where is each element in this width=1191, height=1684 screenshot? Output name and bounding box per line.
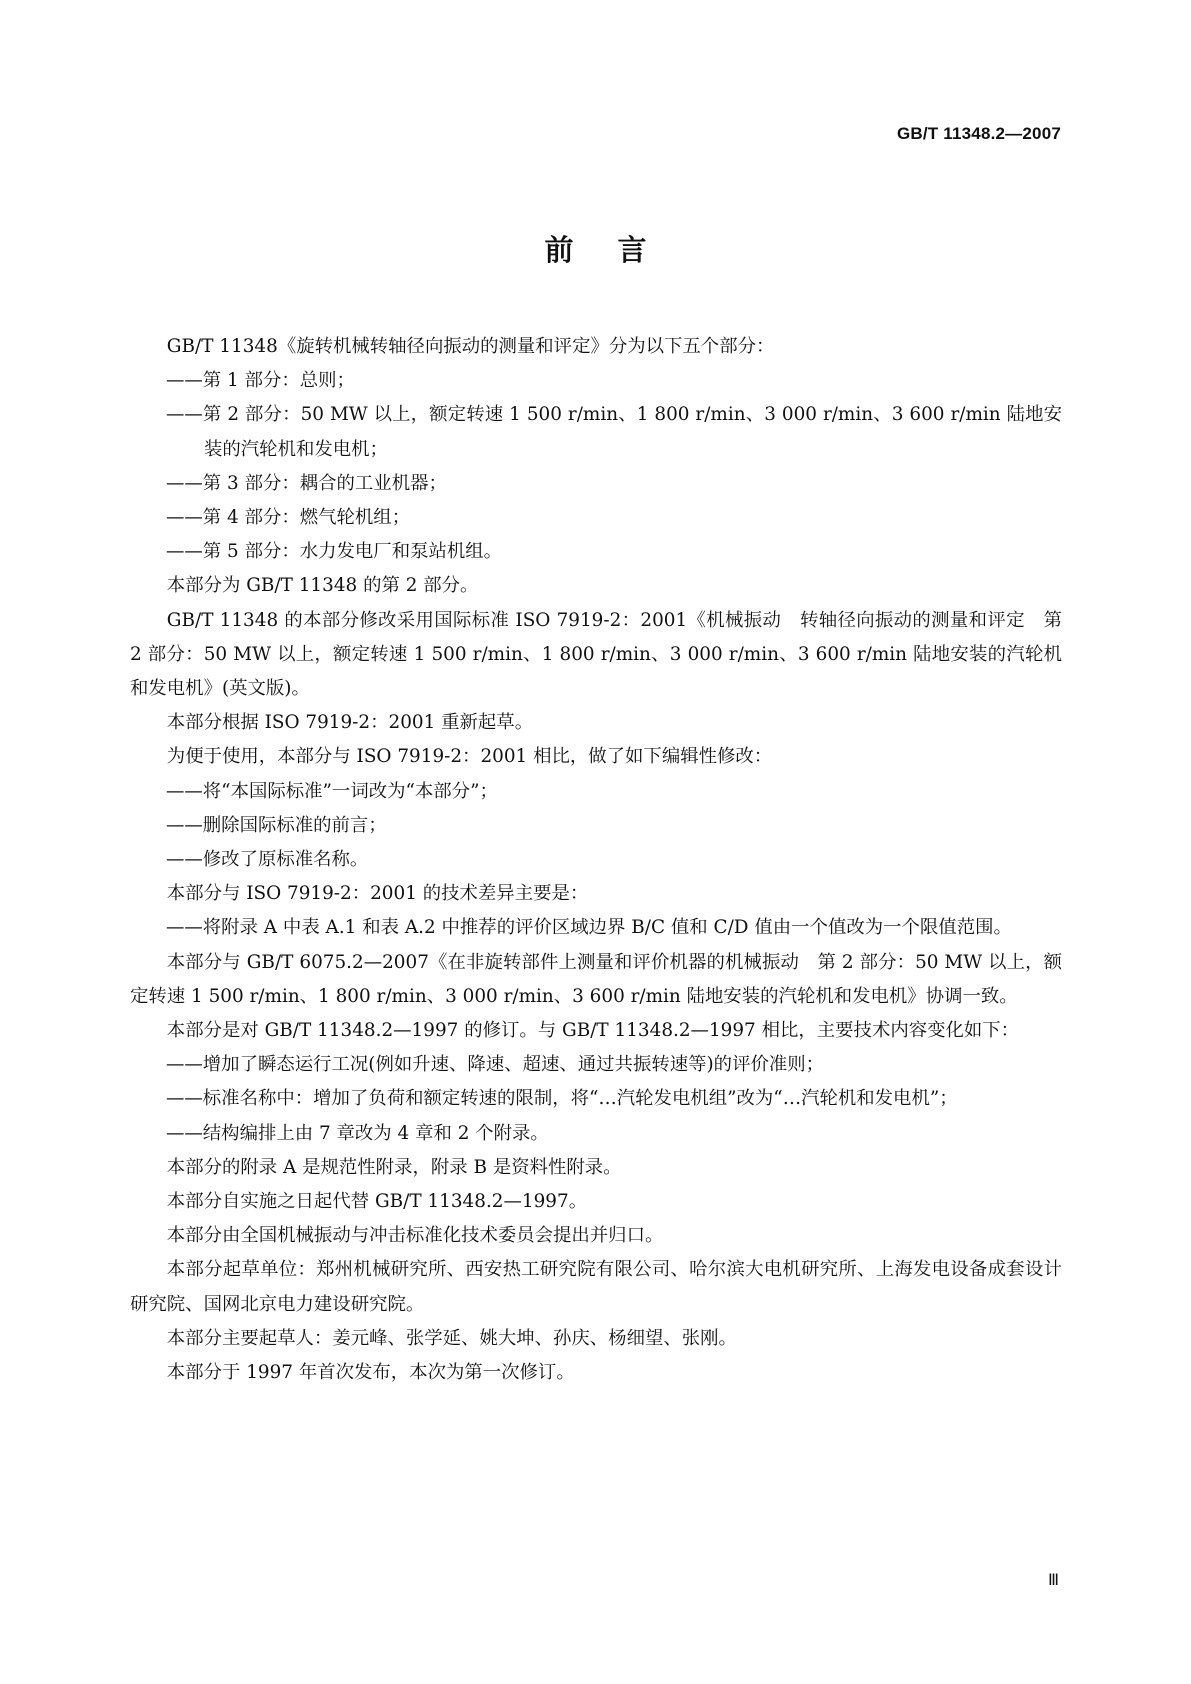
list-item: ——结构编排上由 7 章改为 4 章和 2 个附录。 — [166, 1122, 549, 1144]
paragraph: 本部分与 GB/T 6075.2—2007《在非旋转部件上测量和评价机器的机械振动 第 2 部分：50 MW 以上，额定转速 1 500 r/min、1 800 r/min、3 000 r/min、3 600 r/min 陆地安装的汽轮机和发电机》协调一致。 — [130, 951, 1062, 1007]
list-item: ——增加了瞬态运行工况(例如升速、降速、超速、通过共振转速等)的评价准则； — [166, 1054, 825, 1076]
list-item: ——第 5 部分：水力发电厂和泵站机组。 — [166, 541, 503, 563]
paragraph: 本部分由全国机械振动与冲击标准化技术委员会提出并归口。 — [166, 1225, 664, 1247]
list-item: ——将附录 A 中表 A.1 和表 A.2 中推荐的评价区域边界 B/C 值和 C/D 值由一个值改为一个限值范围。 — [166, 917, 1012, 939]
paragraph: GB/T 11348《旋转机械转轴径向振动的测量和评定》分为以下五个部分： — [166, 336, 775, 357]
paragraph: 本部分与 ISO 7919-2：2001 的技术差异主要是： — [166, 883, 589, 905]
list-item: ——第 2 部分：50 MW 以上，额定转速 1 500 r/min、1 800 r/min、3 000 r/min、3 600 r/min 陆地安装的汽轮机和发电机； — [166, 404, 1062, 460]
paragraph: 本部分根据 ISO 7919-2：2001 重新起草。 — [166, 712, 534, 734]
list-item: ——将“本国际标准”一词改为“本部分”； — [166, 780, 498, 802]
page-number: Ⅲ — [1047, 1572, 1059, 1589]
list-item: ——修改了原标准名称。 — [166, 849, 369, 871]
paragraph: 本部分于 1997 年首次发布，本次为第一次修订。 — [166, 1362, 575, 1384]
page-title: 前言 — [544, 233, 691, 267]
list-item: ——删除国际标准的前言； — [166, 814, 387, 836]
paragraph: GB/T 11348 的本部分修改采用国际标准 ISO 7919-2：2001《机械振动 转轴径向振动的测量和评定 第 2 部分：50 MW 以上，额定转速 1 500 r/min、1 800 r/min、3 000 r/min、3 600 r/min 陆地安装的汽轮机和发电机》(英文版)。 — [130, 609, 1062, 700]
paragraph: 为便于使用，本部分与 ISO 7919-2：2001 相比，做了如下编辑性修改： — [166, 746, 773, 768]
paragraph: 本部分起草单位：郑州机械研究所、西安热工研究院有限公司、哈尔滨大电机研究所、上海发电设备成套设计研究院、国网北京电力建设研究院。 — [130, 1259, 1062, 1315]
foreword-body — [130, 330, 1062, 1390]
list-item: ——第 1 部分：总则； — [166, 370, 355, 392]
list-item: ——第 4 部分：燃气轮机组； — [166, 507, 411, 529]
standard-code: GB/T 11348.2—2007 — [896, 124, 1061, 143]
list-item: ——标准名称中：增加了负荷和额定转速的限制，将“…汽轮发电机组”改为“…汽轮机和发电机”； — [166, 1088, 958, 1110]
paragraph: 本部分的附录 A 是规范性附录，附录 B 是资料性附录。 — [166, 1156, 622, 1178]
paragraph: 本部分自实施之日起代替 GB/T 11348.2—1997。 — [166, 1191, 588, 1213]
paragraph: 本部分为 GB/T 11348 的第 2 部分。 — [166, 575, 479, 597]
paragraph: 本部分主要起草人：姜元峰、张学延、姚大坤、孙庆、杨细望、张刚。 — [166, 1327, 737, 1349]
list-item: ——第 3 部分：耦合的工业机器； — [166, 472, 447, 494]
paragraph: 本部分是对 GB/T 11348.2—1997 的修订。与 GB/T 11348.2—1997 相比，主要技术内容变化如下： — [166, 1020, 1020, 1042]
